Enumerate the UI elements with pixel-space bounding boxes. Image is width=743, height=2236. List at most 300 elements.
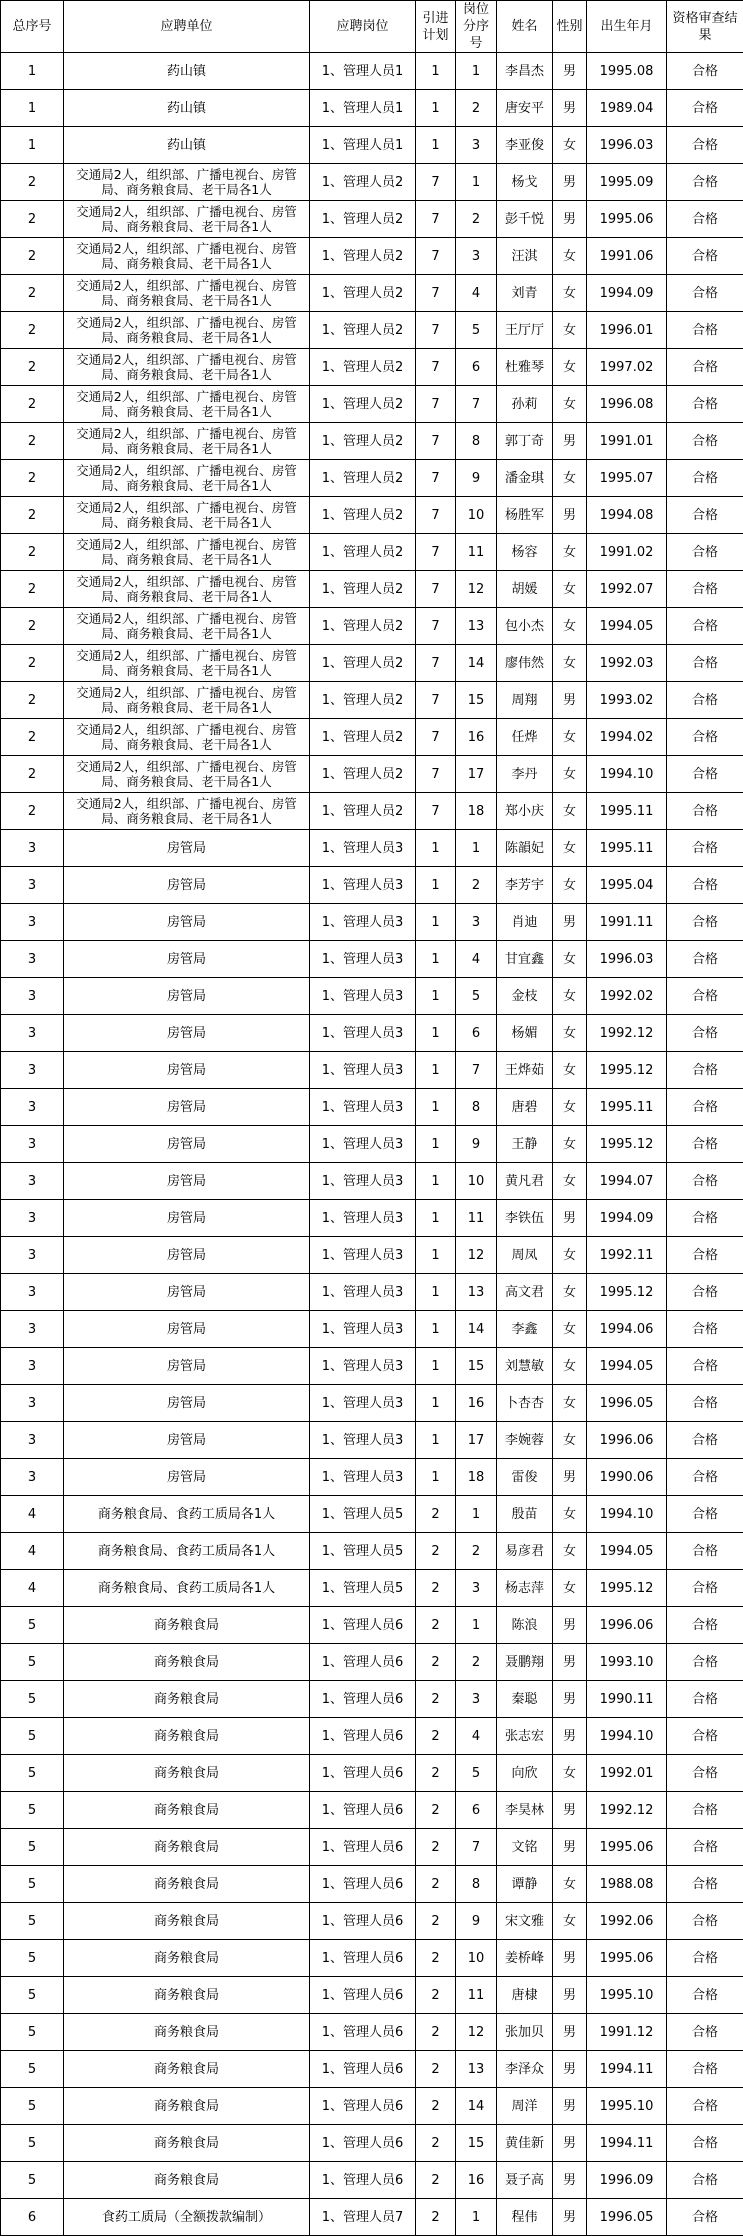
cell-position: 1、管理人员6 [310, 2051, 416, 2088]
table-row [1, 1200, 743, 1237]
cell-unit: 交通局2人，组织部、广播电视台、房管局、商务粮食局、老干局各1人 [64, 201, 310, 238]
cell-position: 1、管理人员6 [310, 2014, 416, 2051]
cell-seq: 5 [1, 2125, 64, 2162]
cell-pos-seq: 3 [456, 238, 497, 275]
cell-name: 卜杏杏 [497, 1385, 553, 1422]
cell-pos-seq: 1 [456, 1607, 497, 1644]
cell-gender: 女 [553, 1052, 587, 1089]
cell-name: 郑小庆 [497, 793, 553, 830]
cell-gender: 女 [553, 978, 587, 1015]
cell-seq: 4 [1, 1496, 64, 1533]
cell-result: 合格 [667, 1977, 743, 2014]
cell-pos-seq: 4 [456, 1718, 497, 1755]
cell-name: 李昌杰 [497, 53, 553, 90]
cell-gender: 女 [553, 1348, 587, 1385]
cell-pos-seq: 6 [456, 349, 497, 386]
cell-position: 1、管理人员2 [310, 201, 416, 238]
cell-unit: 房管局 [64, 1163, 310, 1200]
cell-plan: 2 [416, 1977, 456, 2014]
cell-unit: 交通局2人，组织部、广播电视台、房管局、商务粮食局、老干局各1人 [64, 164, 310, 201]
cell-unit: 商务粮食局 [64, 1755, 310, 1792]
cell-seq: 3 [1, 1422, 64, 1459]
table-row [1, 164, 743, 201]
cell-unit: 房管局 [64, 1385, 310, 1422]
cell-gender: 女 [553, 941, 587, 978]
cell-result: 合格 [667, 1459, 743, 1496]
table-row [1, 349, 743, 386]
cell-unit: 商务粮食局 [64, 1866, 310, 1903]
cell-pos-seq: 7 [456, 1052, 497, 1089]
cell-plan: 2 [416, 1681, 456, 1718]
cell-result: 合格 [667, 1644, 743, 1681]
cell-name: 张志宏 [497, 1718, 553, 1755]
cell-plan: 2 [416, 1533, 456, 1570]
cell-position: 1、管理人员3 [310, 830, 416, 867]
cell-gender: 男 [553, 1644, 587, 1681]
cell-unit: 药山镇 [64, 90, 310, 127]
cell-gender: 女 [553, 1903, 587, 1940]
table-row [1, 682, 743, 719]
cell-pos-seq: 8 [456, 423, 497, 460]
cell-name: 李亚俊 [497, 127, 553, 164]
cell-result: 合格 [667, 1866, 743, 1903]
cell-unit: 房管局 [64, 941, 310, 978]
cell-name: 文铭 [497, 1829, 553, 1866]
cell-result: 合格 [667, 1570, 743, 1607]
cell-gender: 女 [553, 238, 587, 275]
header-plan: 引进计划 [416, 1, 456, 53]
cell-unit: 房管局 [64, 1200, 310, 1237]
table-row [1, 201, 743, 238]
cell-name: 殷苗 [497, 1496, 553, 1533]
cell-result: 合格 [667, 1237, 743, 1274]
cell-position: 1、管理人员1 [310, 90, 416, 127]
cell-gender: 女 [553, 1755, 587, 1792]
cell-birth: 1994.10 [587, 756, 667, 793]
cell-name: 唐棣 [497, 1977, 553, 2014]
cell-gender: 女 [553, 1385, 587, 1422]
cell-result: 合格 [667, 941, 743, 978]
cell-seq: 5 [1, 2014, 64, 2051]
cell-birth: 1995.04 [587, 867, 667, 904]
cell-plan: 1 [416, 127, 456, 164]
cell-result: 合格 [667, 756, 743, 793]
cell-pos-seq: 14 [456, 1311, 497, 1348]
cell-name: 甘宜鑫 [497, 941, 553, 978]
cell-result: 合格 [667, 1496, 743, 1533]
cell-position: 1、管理人员3 [310, 1237, 416, 1274]
cell-seq: 3 [1, 941, 64, 978]
cell-gender: 男 [553, 2088, 587, 2125]
cell-pos-seq: 14 [456, 645, 497, 682]
cell-name: 陈浪 [497, 1607, 553, 1644]
cell-seq: 2 [1, 682, 64, 719]
cell-pos-seq: 5 [456, 312, 497, 349]
table-row [1, 1829, 743, 1866]
cell-result: 合格 [667, 1755, 743, 1792]
cell-unit: 商务粮食局、食药工质局各1人 [64, 1496, 310, 1533]
cell-name: 刘慧敏 [497, 1348, 553, 1385]
cell-name: 唐安平 [497, 90, 553, 127]
cell-pos-seq: 12 [456, 2014, 497, 2051]
cell-unit: 商务粮食局 [64, 2162, 310, 2199]
cell-position: 1、管理人员3 [310, 1052, 416, 1089]
cell-position: 1、管理人员7 [310, 2199, 416, 2236]
cell-unit: 交通局2人，组织部、广播电视台、房管局、商务粮食局、老干局各1人 [64, 349, 310, 386]
cell-plan: 1 [416, 978, 456, 1015]
cell-seq: 1 [1, 127, 64, 164]
cell-seq: 2 [1, 645, 64, 682]
cell-seq: 3 [1, 904, 64, 941]
cell-birth: 1995.12 [587, 1052, 667, 1089]
cell-plan: 2 [416, 2125, 456, 2162]
header-result: 资格审查结果 [667, 1, 743, 53]
header-position: 应聘岗位 [310, 1, 416, 53]
cell-name: 周洋 [497, 2088, 553, 2125]
cell-pos-seq: 13 [456, 608, 497, 645]
cell-plan: 7 [416, 164, 456, 201]
cell-name: 杨志萍 [497, 1570, 553, 1607]
cell-unit: 房管局 [64, 1015, 310, 1052]
cell-name: 黄佳新 [497, 2125, 553, 2162]
cell-birth: 1995.11 [587, 830, 667, 867]
table-row [1, 978, 743, 1015]
cell-name: 黄凡君 [497, 1163, 553, 1200]
cell-birth: 1990.11 [587, 1681, 667, 1718]
cell-position: 1、管理人员2 [310, 386, 416, 423]
cell-pos-seq: 1 [456, 53, 497, 90]
table-row [1, 2014, 743, 2051]
cell-name: 聂鹏翔 [497, 1644, 553, 1681]
cell-position: 1、管理人员2 [310, 534, 416, 571]
cell-result: 合格 [667, 571, 743, 608]
cell-result: 合格 [667, 1607, 743, 1644]
cell-position: 1、管理人员6 [310, 1903, 416, 1940]
cell-gender: 女 [553, 645, 587, 682]
table-row [1, 756, 743, 793]
cell-birth: 1996.01 [587, 312, 667, 349]
cell-unit: 交通局2人，组织部、广播电视台、房管局、商务粮食局、老干局各1人 [64, 645, 310, 682]
cell-gender: 男 [553, 2199, 587, 2236]
cell-gender: 男 [553, 423, 587, 460]
table-row [1, 830, 743, 867]
cell-position: 1、管理人员3 [310, 1200, 416, 1237]
cell-position: 1、管理人员5 [310, 1496, 416, 1533]
cell-position: 1、管理人员3 [310, 1422, 416, 1459]
cell-gender: 男 [553, 2014, 587, 2051]
table-row [1, 497, 743, 534]
cell-position: 1、管理人员3 [310, 1311, 416, 1348]
table-row [1, 941, 743, 978]
table-row [1, 460, 743, 497]
cell-pos-seq: 14 [456, 2088, 497, 2125]
cell-result: 合格 [667, 201, 743, 238]
cell-pos-seq: 15 [456, 2125, 497, 2162]
cell-gender: 男 [553, 497, 587, 534]
cell-gender: 男 [553, 1607, 587, 1644]
cell-plan: 1 [416, 1089, 456, 1126]
cell-pos-seq: 10 [456, 497, 497, 534]
cell-gender: 女 [553, 1126, 587, 1163]
cell-birth: 1996.05 [587, 2199, 667, 2236]
cell-position: 1、管理人员6 [310, 1718, 416, 1755]
cell-plan: 1 [416, 1163, 456, 1200]
cell-pos-seq: 16 [456, 1385, 497, 1422]
cell-unit: 房管局 [64, 1459, 310, 1496]
table-row [1, 2162, 743, 2199]
cell-seq: 5 [1, 2051, 64, 2088]
header-seq: 总序号 [1, 1, 64, 53]
cell-name: 王静 [497, 1126, 553, 1163]
cell-position: 1、管理人员2 [310, 719, 416, 756]
cell-unit: 商务粮食局 [64, 1940, 310, 1977]
cell-pos-seq: 7 [456, 1829, 497, 1866]
cell-unit: 商务粮食局 [64, 1903, 310, 1940]
cell-birth: 1994.10 [587, 1496, 667, 1533]
cell-name: 李昊林 [497, 1792, 553, 1829]
cell-name: 李铁伍 [497, 1200, 553, 1237]
cell-birth: 1996.03 [587, 941, 667, 978]
table-row [1, 1607, 743, 1644]
cell-result: 合格 [667, 719, 743, 756]
cell-result: 合格 [667, 1163, 743, 1200]
cell-result: 合格 [667, 497, 743, 534]
cell-position: 1、管理人员3 [310, 1348, 416, 1385]
table-row [1, 904, 743, 941]
cell-result: 合格 [667, 127, 743, 164]
cell-birth: 1995.12 [587, 1274, 667, 1311]
cell-seq: 2 [1, 164, 64, 201]
cell-result: 合格 [667, 1940, 743, 1977]
cell-birth: 1995.08 [587, 53, 667, 90]
cell-position: 1、管理人员1 [310, 127, 416, 164]
cell-seq: 5 [1, 1829, 64, 1866]
cell-name: 杨容 [497, 534, 553, 571]
cell-pos-seq: 9 [456, 460, 497, 497]
cell-birth: 1992.11 [587, 1237, 667, 1274]
cell-result: 合格 [667, 2014, 743, 2051]
cell-seq: 5 [1, 2088, 64, 2125]
cell-plan: 7 [416, 386, 456, 423]
table-row [1, 2199, 743, 2236]
cell-birth: 1994.11 [587, 2051, 667, 2088]
cell-plan: 7 [416, 312, 456, 349]
cell-pos-seq: 9 [456, 1903, 497, 1940]
cell-position: 1、管理人员3 [310, 1385, 416, 1422]
table-row [1, 1163, 743, 1200]
cell-unit: 交通局2人，组织部、广播电视台、房管局、商务粮食局、老干局各1人 [64, 423, 310, 460]
cell-position: 1、管理人员2 [310, 238, 416, 275]
cell-plan: 2 [416, 1496, 456, 1533]
cell-name: 李泽众 [497, 2051, 553, 2088]
cell-unit: 房管局 [64, 1237, 310, 1274]
cell-position: 1、管理人员2 [310, 349, 416, 386]
table-row [1, 423, 743, 460]
cell-seq: 2 [1, 756, 64, 793]
cell-result: 合格 [667, 608, 743, 645]
cell-birth: 1995.10 [587, 1977, 667, 2014]
cell-result: 合格 [667, 1903, 743, 1940]
cell-seq: 2 [1, 386, 64, 423]
cell-unit: 食药工质局（全额拨款编制） [64, 2199, 310, 2236]
cell-seq: 5 [1, 1866, 64, 1903]
cell-seq: 3 [1, 867, 64, 904]
table-row [1, 1792, 743, 1829]
cell-plan: 1 [416, 1311, 456, 1348]
cell-unit: 交通局2人，组织部、广播电视台、房管局、商务粮食局、老干局各1人 [64, 460, 310, 497]
table-row [1, 2125, 743, 2162]
cell-position: 1、管理人员3 [310, 1459, 416, 1496]
cell-plan: 1 [416, 904, 456, 941]
cell-plan: 1 [416, 1237, 456, 1274]
cell-result: 合格 [667, 682, 743, 719]
table-row [1, 645, 743, 682]
cell-gender: 女 [553, 1274, 587, 1311]
cell-plan: 2 [416, 1570, 456, 1607]
cell-name: 程伟 [497, 2199, 553, 2236]
cell-pos-seq: 18 [456, 793, 497, 830]
cell-name: 向欣 [497, 1755, 553, 1792]
cell-unit: 房管局 [64, 1311, 310, 1348]
cell-pos-seq: 1 [456, 830, 497, 867]
cell-pos-seq: 4 [456, 275, 497, 312]
cell-name: 包小杰 [497, 608, 553, 645]
cell-birth: 1992.07 [587, 571, 667, 608]
cell-gender: 女 [553, 756, 587, 793]
cell-birth: 1994.09 [587, 275, 667, 312]
cell-name: 金枝 [497, 978, 553, 1015]
cell-birth: 1993.02 [587, 682, 667, 719]
cell-name: 杨胜军 [497, 497, 553, 534]
cell-seq: 3 [1, 1274, 64, 1311]
cell-result: 合格 [667, 1274, 743, 1311]
cell-plan: 1 [416, 90, 456, 127]
cell-plan: 2 [416, 2088, 456, 2125]
header-gender: 性别 [553, 1, 587, 53]
table-row [1, 127, 743, 164]
cell-name: 周凤 [497, 1237, 553, 1274]
cell-birth: 1992.01 [587, 1755, 667, 1792]
cell-result: 合格 [667, 1681, 743, 1718]
cell-birth: 1992.03 [587, 645, 667, 682]
cell-name: 高文君 [497, 1274, 553, 1311]
cell-position: 1、管理人员3 [310, 1089, 416, 1126]
table-row [1, 1385, 743, 1422]
cell-pos-seq: 6 [456, 1792, 497, 1829]
table-body [1, 53, 743, 2236]
table-row [1, 719, 743, 756]
cell-gender: 女 [553, 1533, 587, 1570]
cell-pos-seq: 12 [456, 1237, 497, 1274]
cell-name: 李婉蓉 [497, 1422, 553, 1459]
table-row [1, 1977, 743, 2014]
table-row [1, 1237, 743, 1274]
cell-name: 杨媚 [497, 1015, 553, 1052]
cell-seq: 5 [1, 1644, 64, 1681]
table-row [1, 1015, 743, 1052]
cell-plan: 7 [416, 793, 456, 830]
cell-seq: 2 [1, 275, 64, 312]
cell-seq: 3 [1, 1052, 64, 1089]
cell-pos-seq: 15 [456, 682, 497, 719]
table-row [1, 238, 743, 275]
cell-birth: 1994.05 [587, 1348, 667, 1385]
cell-plan: 1 [416, 830, 456, 867]
cell-birth: 1992.06 [587, 1903, 667, 1940]
cell-unit: 房管局 [64, 1052, 310, 1089]
cell-birth: 1995.06 [587, 1940, 667, 1977]
cell-pos-seq: 13 [456, 2051, 497, 2088]
cell-position: 1、管理人员2 [310, 497, 416, 534]
cell-unit: 交通局2人，组织部、广播电视台、房管局、商务粮食局、老干局各1人 [64, 756, 310, 793]
cell-result: 合格 [667, 867, 743, 904]
cell-gender: 男 [553, 201, 587, 238]
cell-result: 合格 [667, 460, 743, 497]
header-name: 姓名 [497, 1, 553, 53]
cell-birth: 1995.06 [587, 201, 667, 238]
header-pos-seq: 岗位分序号 [456, 1, 497, 53]
cell-pos-seq: 10 [456, 1940, 497, 1977]
cell-seq: 2 [1, 238, 64, 275]
table-row [1, 386, 743, 423]
cell-unit: 房管局 [64, 1089, 310, 1126]
cell-position: 1、管理人员2 [310, 682, 416, 719]
cell-plan: 1 [416, 1348, 456, 1385]
cell-result: 合格 [667, 1126, 743, 1163]
cell-position: 1、管理人员2 [310, 275, 416, 312]
cell-gender: 男 [553, 164, 587, 201]
cell-gender: 女 [553, 1237, 587, 1274]
cell-unit: 商务粮食局 [64, 1607, 310, 1644]
cell-unit: 商务粮食局 [64, 1681, 310, 1718]
cell-pos-seq: 11 [456, 1200, 497, 1237]
table-row [1, 1496, 743, 1533]
cell-birth: 1995.11 [587, 793, 667, 830]
cell-result: 合格 [667, 1348, 743, 1385]
cell-gender: 男 [553, 682, 587, 719]
cell-gender: 女 [553, 830, 587, 867]
cell-unit: 交通局2人，组织部、广播电视台、房管局、商务粮食局、老干局各1人 [64, 608, 310, 645]
cell-name: 孙莉 [497, 386, 553, 423]
table-row [1, 1903, 743, 1940]
cell-birth: 1995.12 [587, 1570, 667, 1607]
cell-pos-seq: 8 [456, 1089, 497, 1126]
cell-birth: 1991.11 [587, 904, 667, 941]
cell-plan: 1 [416, 1052, 456, 1089]
cell-name: 杜雅琴 [497, 349, 553, 386]
cell-pos-seq: 13 [456, 1274, 497, 1311]
cell-result: 合格 [667, 2162, 743, 2199]
cell-name: 杨戈 [497, 164, 553, 201]
cell-birth: 1996.08 [587, 386, 667, 423]
cell-name: 肖迪 [497, 904, 553, 941]
cell-unit: 交通局2人，组织部、广播电视台、房管局、商务粮食局、老干局各1人 [64, 312, 310, 349]
cell-seq: 2 [1, 349, 64, 386]
cell-gender: 女 [553, 1866, 587, 1903]
table-row [1, 571, 743, 608]
cell-birth: 1994.07 [587, 1163, 667, 1200]
cell-birth: 1990.06 [587, 1459, 667, 1496]
cell-position: 1、管理人员2 [310, 756, 416, 793]
cell-name: 张加贝 [497, 2014, 553, 2051]
cell-plan: 1 [416, 1126, 456, 1163]
cell-seq: 5 [1, 1681, 64, 1718]
cell-plan: 7 [416, 238, 456, 275]
cell-position: 1、管理人员2 [310, 423, 416, 460]
cell-birth: 1991.06 [587, 238, 667, 275]
cell-result: 合格 [667, 1015, 743, 1052]
cell-seq: 2 [1, 608, 64, 645]
